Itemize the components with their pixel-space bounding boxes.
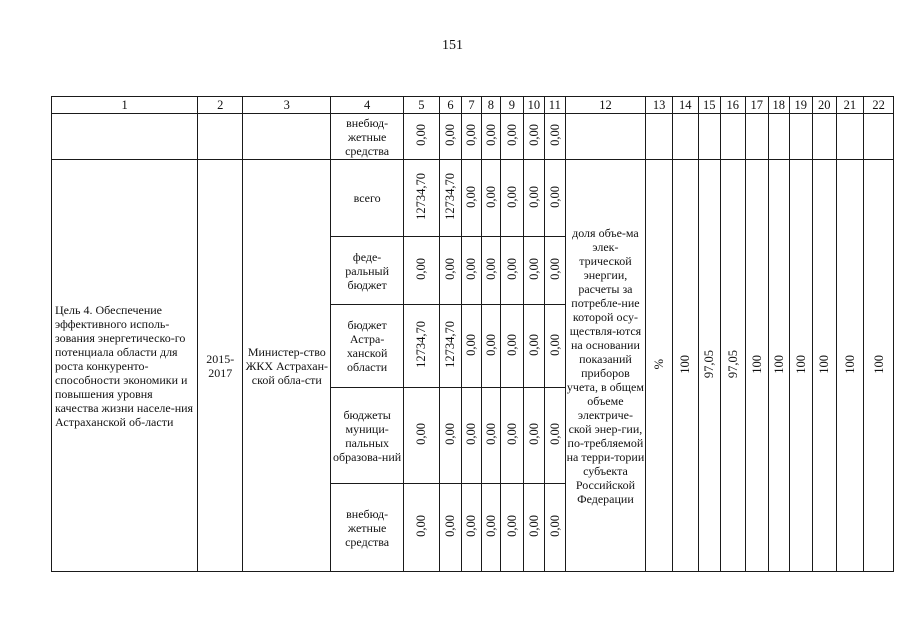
indicator-name: доля объе-ма элек-трической энергии, расчеты за потребле-ние которой осу-ществля-ются на основании показаний приборов учета, в общем объеме электриче-ской энер-гии, по-требляемой на терри-тории субъекта Российской Федерации — [565, 160, 646, 572]
amount-cell: 0,00 — [526, 333, 541, 356]
column-header: 16 — [721, 97, 746, 114]
funding-source: всего — [331, 160, 404, 237]
amount-cell: 0,00 — [483, 333, 498, 356]
indicator-value: 100 — [842, 354, 857, 374]
amount-cell: 0,00 — [483, 423, 498, 445]
column-header: 13 — [646, 97, 673, 114]
executor: Министер-ство ЖКХ Астрахан-ской обла-сти — [243, 160, 331, 572]
column-header: 4 — [331, 97, 404, 114]
amount-cell: 0,00 — [464, 185, 479, 208]
indicator-value: 100 — [793, 354, 808, 374]
amount-cell: 0,00 — [526, 515, 541, 537]
amount-cell: 0,00 — [443, 258, 458, 280]
carry-over-row — [52, 114, 894, 160]
column-header: 8 — [481, 97, 500, 114]
indicator-value: 100 — [771, 354, 786, 374]
period: 2015-2017 — [198, 160, 243, 572]
amount-cell: 12734,70 — [414, 173, 429, 220]
column-header: 15 — [698, 97, 721, 114]
funding-source: феде-ральный бюджет — [331, 237, 404, 305]
amount-cell: 0,00 — [483, 515, 498, 537]
unit: % — [652, 359, 667, 370]
column-header: 12 — [565, 97, 646, 114]
indicator-value: 100 — [749, 354, 764, 374]
amount-cell: 0,00 — [464, 258, 479, 280]
funding-source: внебюд-жетные средства — [331, 484, 404, 572]
column-header: 5 — [403, 97, 439, 114]
amount-cell: 0,00 — [414, 423, 429, 445]
amount-cell: 0,00 — [414, 258, 429, 280]
amount-cell: 0,00 — [504, 185, 519, 208]
amount-cell: 0,00 — [483, 185, 498, 208]
amount-cell: 0,00 — [504, 124, 519, 146]
funding-source: бюджет Астра-ханской области — [331, 305, 404, 388]
amount-cell: 12734,70 — [443, 321, 458, 368]
amount-cell: 0,00 — [526, 258, 541, 280]
column-header: 7 — [462, 97, 481, 114]
column-header: 3 — [243, 97, 331, 114]
amount-cell: 0,00 — [526, 185, 541, 208]
column-header: 14 — [672, 97, 698, 114]
amount-cell: 0,00 — [547, 258, 562, 280]
amount-cell: 0,00 — [483, 124, 498, 146]
column-header: 9 — [501, 97, 524, 114]
column-header: 2 — [198, 97, 243, 114]
amount-cell: 12734,70 — [414, 321, 429, 368]
amount-cell: 0,00 — [547, 124, 562, 146]
amount-cell: 0,00 — [483, 258, 498, 280]
amount-cell: 0,00 — [526, 423, 541, 445]
column-header: 6 — [439, 97, 462, 114]
funding-source: внебюд-жетные средства — [331, 114, 404, 160]
amount-cell: 0,00 — [504, 423, 519, 445]
amount-cell: 0,00 — [464, 515, 479, 537]
amount-cell: 0,00 — [526, 124, 541, 146]
column-header: 18 — [769, 97, 789, 114]
page-number: 151 — [442, 38, 463, 53]
column-header: 1 — [52, 97, 198, 114]
amount-cell: 0,00 — [547, 333, 562, 356]
indicator-value: 100 — [678, 354, 693, 374]
indicator-value: 97,05 — [725, 349, 740, 379]
amount-cell: 0,00 — [464, 124, 479, 146]
amount-cell: 0,00 — [464, 423, 479, 445]
column-header: 20 — [813, 97, 837, 114]
column-header: 22 — [864, 97, 894, 114]
amount-cell: 12734,70 — [443, 173, 458, 220]
funding-row — [52, 160, 894, 237]
amount-cell: 0,00 — [504, 515, 519, 537]
indicator-value: 100 — [817, 354, 832, 374]
amount-cell: 0,00 — [443, 515, 458, 537]
column-header: 17 — [745, 97, 769, 114]
funding-source: бюджеты муници-пальных образова-ний — [331, 388, 404, 484]
program-table — [51, 96, 894, 572]
amount-cell: 0,00 — [547, 515, 562, 537]
column-header: 21 — [836, 97, 864, 114]
column-header: 19 — [789, 97, 813, 114]
amount-cell: 0,00 — [504, 333, 519, 356]
column-header: 10 — [523, 97, 544, 114]
amount-cell: 0,00 — [504, 258, 519, 280]
amount-cell: 0,00 — [414, 124, 429, 146]
goal-name: Цель 4. Обеспечение эффективного исполь-зования энергетическо-го потенциала области для роста конкуренто-способности экономики и повышения уровня качества жизни населе-ния Астраханской об-ласти — [52, 160, 198, 572]
amount-cell: 0,00 — [414, 515, 429, 537]
amount-cell: 0,00 — [443, 423, 458, 445]
column-header: 11 — [545, 97, 565, 114]
amount-cell: 0,00 — [547, 185, 562, 208]
amount-cell: 0,00 — [443, 124, 458, 146]
amount-cell: 0,00 — [547, 423, 562, 445]
header-row — [52, 97, 894, 114]
indicator-value: 97,05 — [702, 349, 717, 379]
amount-cell: 0,00 — [464, 333, 479, 356]
indicator-value: 100 — [871, 354, 886, 374]
